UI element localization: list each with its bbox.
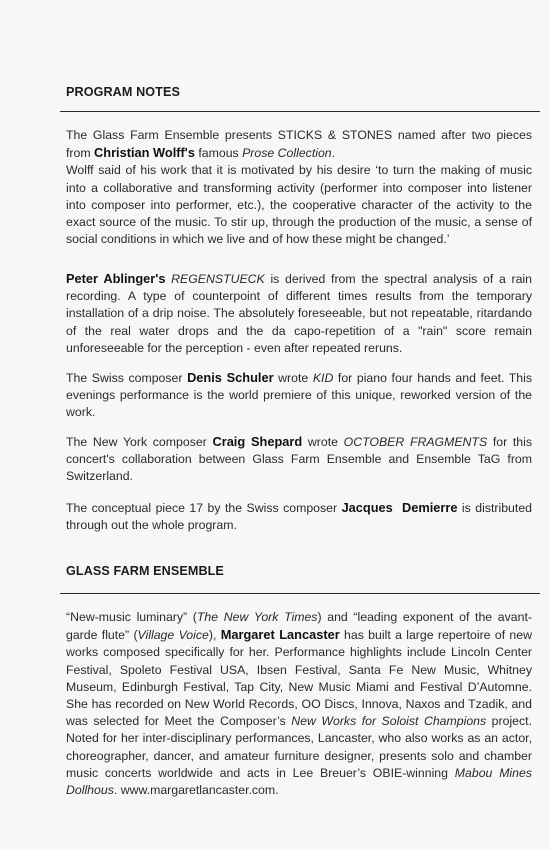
text-segment: is distributed through out the whole program. [66, 501, 532, 533]
text-segment: . www.margaretlancaster.com. [113, 783, 279, 798]
composer-name-schuler: Denis Schuler [187, 370, 274, 385]
text-segment: The conceptual piece 17 by the Swiss composer [66, 501, 342, 515]
work-title-prose-collection: Prose Collection [242, 146, 332, 161]
text-segment: wrote [302, 435, 344, 449]
performer-name-lancaster: Margaret Lancaster [220, 627, 340, 643]
composer-name-ablinger: Peter Ablinger's [66, 271, 166, 286]
text-segment: The Glass Farm Ensemble presents STICKS & STONES named after two pieces from [66, 128, 532, 161]
text-segment: has built a large repertoire of new works composed specifically for her. Performance highlights include Lincoln Center Festival, Spoleto Festival USA, Ibsen Festival, Santa Fe New Music, Whitney Museum, Edinburgh Festival, Tap City, New Music Miami and Festival D’Automne. She has recorded on New World Records, OO Discs, Innova, Naxos and Tzadik, and was selected for Meet the Composer’s [66, 628, 532, 729]
work-title-kid: KID [312, 371, 334, 385]
wolff-quote-text: Wolff said of his work that it is motivated by his desire ‘to turn the making of music into a collaborative and transforming activity (performer into composer into listener into composer into performer, etc.), the cooperative character of the activity to the exact source of the music. To stir up, through the production of the music, a sense of social conditions in which we live and of how these might be changed.’ [66, 163, 532, 247]
ensemble-heading: GLASS FARM ENSEMBLE [66, 564, 224, 578]
schuler-paragraph [66, 369, 532, 422]
shepard-paragraph [66, 433, 532, 486]
program-notes-rule [60, 111, 540, 112]
production-title-dollhous: Mabou Mines Dollhous [66, 765, 532, 798]
program-notes-heading: PROGRAM NOTES [66, 85, 180, 99]
publication-nyt: The New York Times [196, 610, 318, 624]
work-title-october-fragments: OCTOBER FRAGMENTS [343, 435, 488, 449]
demierre-paragraph [66, 499, 532, 534]
composer-name-shepard: Craig Shepard [212, 434, 303, 449]
text-segment: wrote [273, 371, 313, 385]
text-segment: The Swiss composer [66, 371, 188, 385]
text-segment: for piano four hands and feet. This evenings performance is the world premiere of this unique, reworked version of the work. [66, 371, 533, 420]
composer-name-demierre: Jacques Demierre [341, 500, 458, 515]
text-segment: is derived from the spectral analysis of a rain recording. A type of counterpoint of different times results from the temporary installation of a drip noise. The absolutely foreseeable, but not repeatable, ritardando of the real water drops and the da capo-repetition of a "rain" score remain unforeseeable for the perception - even after repeated reruns. [66, 272, 532, 355]
intro-paragraph [66, 127, 532, 248]
ensemble-rule [60, 593, 540, 594]
text-segment: project. Noted for her inter-disciplinary performances, Lancaster, who also works as an actor, choreographer, dancer, and amateur furniture designer, presents solo and chamber music concerts worldwide and acts in Lee Breuer’s OBIE-winning [66, 714, 532, 780]
ablinger-paragraph [66, 270, 532, 357]
composer-name-wolff: Christian Wolff's [94, 145, 195, 161]
text-segment: ) and “leading exponent of the avant-garde flute” ( [66, 610, 532, 643]
text-segment: The New York composer [66, 435, 213, 449]
lancaster-bio-paragraph [66, 609, 532, 799]
publication-village-voice: Village Voice [137, 628, 209, 643]
text-segment: “New-music luminary” ( [66, 610, 197, 624]
project-title-new-works: New Works for Soloist Champions [291, 714, 487, 729]
text-segment: . [331, 146, 336, 161]
text-segment: for this concert's collaboration between Glass Farm Ensemble and Ensemble TaG from Switzerland. [66, 435, 533, 484]
text-segment: ), [208, 628, 221, 643]
work-title-regenstueck: REGENSTUECK [171, 272, 265, 286]
text-segment: famous [194, 146, 243, 161]
